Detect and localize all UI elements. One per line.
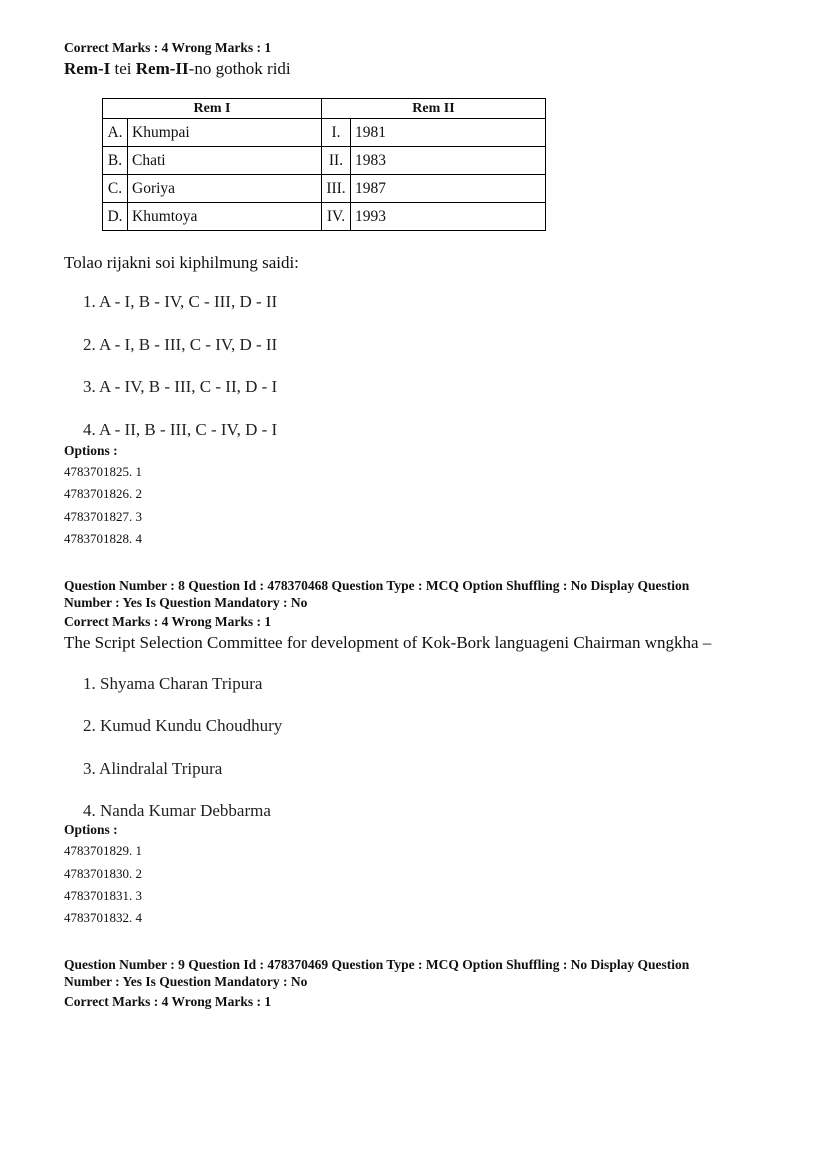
row-key-d: D. — [103, 203, 128, 231]
row-value-b: Chati — [128, 147, 322, 175]
q7-option-id-3: 4783701827. 3 — [64, 509, 142, 524]
q7-marks: Correct Marks : 4 Wrong Marks : 1 — [64, 40, 272, 55]
row-value-d: Khumtoya — [128, 203, 322, 231]
q8-option-id-1: 4783701829. 1 — [64, 843, 142, 858]
row-key-i: I. — [322, 119, 351, 147]
row-value-iv: 1993 — [351, 203, 546, 231]
q9-meta-line2: Number : Yes Is Question Mandatory : No — [64, 974, 308, 989]
row-key-iii: III. — [322, 175, 351, 203]
row-value-a: Khumpai — [128, 119, 322, 147]
q7-choice-4: 4. A - II, B - III, C - IV, D - I — [83, 420, 278, 439]
q7-heading-part4: -no gothok ridi — [188, 59, 291, 78]
q7-prompt: Tolao rijakni soi kiphilmung saidi: — [64, 253, 299, 272]
q8-choice-1: 1. Shyama Charan Tripura — [83, 674, 263, 693]
row-value-c: Goriya — [128, 175, 322, 203]
q8-question-text: The Script Selection Committee for development of Kok-Bork languageni Chairman wngkha – — [64, 633, 712, 652]
q8-marks: Correct Marks : 4 Wrong Marks : 1 — [64, 614, 272, 629]
q9-meta-line1: Question Number : 9 Question Id : 478370469 Question Type : MCQ Option Shuffling : No Display Question — [64, 957, 690, 972]
row-key-b: B. — [103, 147, 128, 175]
column-header-rem-ii: Rem II — [322, 99, 546, 119]
q8-meta-line1: Question Number : 8 Question Id : 478370468 Question Type : MCQ Option Shuffling : No Display Question — [64, 578, 690, 593]
q7-option-id-2: 4783701826. 2 — [64, 486, 142, 501]
row-key-a: A. — [103, 119, 128, 147]
q8-options-label: Options : — [64, 822, 118, 837]
q9-marks: Correct Marks : 4 Wrong Marks : 1 — [64, 994, 272, 1009]
row-key-c: C. — [103, 175, 128, 203]
q7-heading — [64, 59, 291, 79]
q7-heading-part1: Rem-I — [64, 59, 111, 78]
table-row — [103, 175, 546, 203]
q8-choice-4: 4. Nanda Kumar Debbarma — [83, 801, 271, 820]
row-key-iv: IV. — [322, 203, 351, 231]
q7-heading-part3: Rem-II — [135, 59, 189, 78]
row-key-ii: II. — [322, 147, 351, 175]
match-table-header — [103, 99, 546, 119]
q8-option-id-3: 4783701831. 3 — [64, 888, 142, 903]
column-header-rem-i: Rem I — [103, 99, 322, 119]
q8-choice-3: 3. Alindralal Tripura — [83, 759, 223, 778]
match-table — [102, 98, 546, 231]
q8-meta-line2: Number : Yes Is Question Mandatory : No — [64, 595, 308, 610]
table-row — [103, 147, 546, 175]
q8-choice-2: 2. Kumud Kundu Choudhury — [83, 716, 283, 735]
q7-option-id-4: 4783701828. 4 — [64, 531, 142, 546]
q8-option-id-2: 4783701830. 2 — [64, 866, 142, 881]
q7-heading-part2: tei — [110, 59, 136, 78]
table-row — [103, 203, 546, 231]
q7-choice-2: 2. A - I, B - III, C - IV, D - II — [83, 335, 278, 354]
q7-options-label: Options : — [64, 443, 118, 458]
q8-option-id-4: 4783701832. 4 — [64, 910, 142, 925]
table-row — [103, 119, 546, 147]
q7-choice-3: 3. A - IV, B - III, C - II, D - I — [83, 377, 278, 396]
row-value-i: 1981 — [351, 119, 546, 147]
q7-choice-1: 1. A - I, B - IV, C - III, D - II — [83, 292, 278, 311]
row-value-iii: 1987 — [351, 175, 546, 203]
q7-option-id-1: 4783701825. 1 — [64, 464, 142, 479]
row-value-ii: 1983 — [351, 147, 546, 175]
